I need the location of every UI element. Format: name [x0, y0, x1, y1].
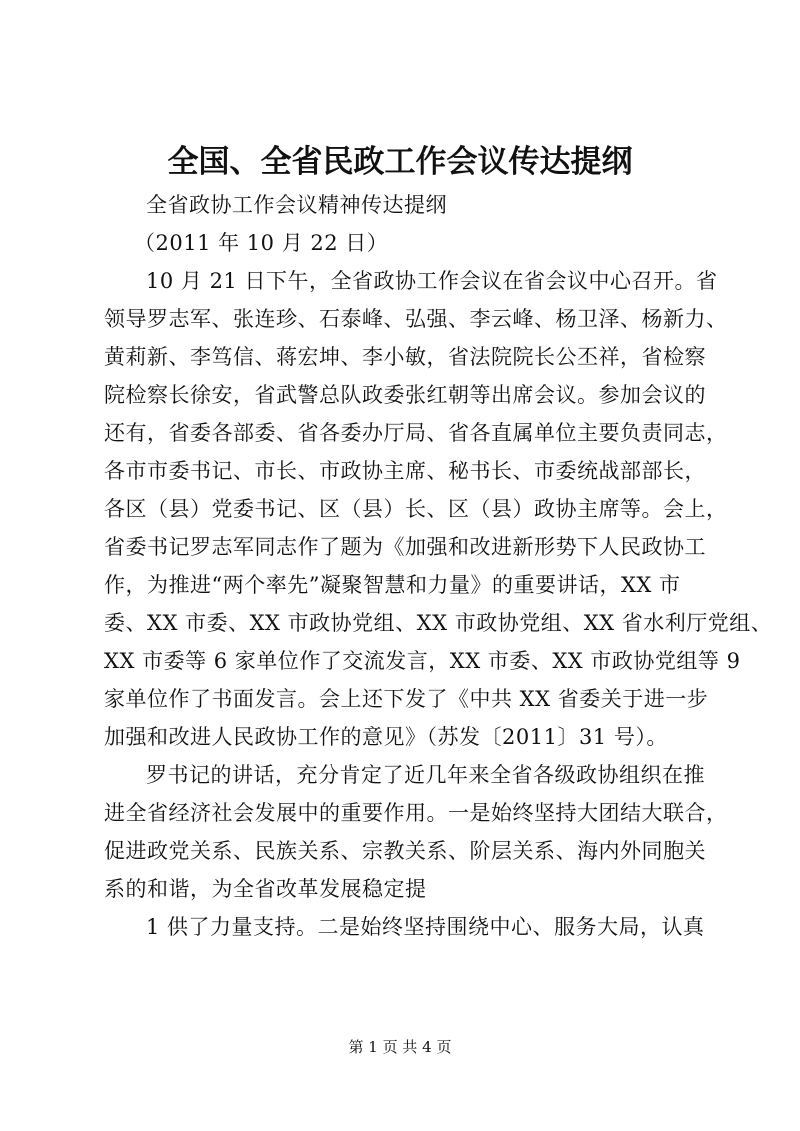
page-footer: 第 1 页 共 4 页 [348, 1038, 452, 1056]
document-title: 全国、全省民政工作会议传达提纲 [167, 144, 633, 180]
paragraph-line: 院检察长徐安，省武警总队政委张红朝等出席会议。参加会议的 [104, 383, 706, 407]
paragraph-line: 还有，省委各部委、省各委办厅局、省各直属单位主要负责同志， [104, 421, 728, 445]
paragraph-line: 进全省经济社会发展中的重要作用。一是始终坚持大团结大联合， [104, 801, 728, 825]
paragraph-line: 各市市委书记、市长、市政协主席、秘书长、市委统战部部长， [104, 459, 706, 483]
paragraph-line: 1 供了力量支持。二是始终坚持围绕中心、服务大局，认真 [146, 915, 705, 939]
paragraph-line: 家单位作了书面发言。会上还下发了《中共 XX 省委关于进一步 [104, 687, 709, 711]
paragraph-line: 10 月 21 日下午，全省政协工作会议在省会议中心召开。省 [146, 269, 718, 293]
date-line: （2011 年 10 月 22 日） [134, 231, 389, 255]
paragraph-line: 委、XX 市委、XX 市政协党组、XX 市政协党组、XX 省水利厅党组、 [104, 611, 773, 635]
document-body [104, 186, 773, 946]
paragraph-line: 黄莉新、李笃信、蒋宏坤、李小敏，省法院院长公丕祥，省检察 [104, 345, 706, 369]
paragraph-line: 作，为推进“两个率先”凝聚智慧和力量》的重要讲话，XX 市 [104, 573, 681, 597]
paragraph-line: 罗书记的讲话，充分肯定了近几年来全省各级政协组织在推 [146, 763, 705, 787]
paragraph-line: 促进政党关系、民族关系、宗教关系、阶层关系、海内外同胞关 [104, 839, 706, 863]
paragraph-line: 加强和改进人民政协工作的意见》（苏发〔2011〕31 号）。 [104, 725, 668, 749]
paragraph-line: 系的和谐，为全省改革发展稳定提 [104, 877, 427, 901]
paragraph-line: 各区（县）党委书记、区（县）长、区（县）政协主席等。会上， [104, 497, 728, 521]
paragraph-line: 省委书记罗志军同志作了题为《加强和改进新形势下人民政协工 [104, 535, 706, 559]
subtitle: 全省政协工作会议精神传达提纲 [146, 193, 447, 217]
paragraph-line: 领导罗志军、张连珍、石泰峰、弘强、李云峰、杨卫泽、杨新力、 [104, 307, 728, 331]
paragraph-line: XX 市委等 6 家单位作了交流发言，XX 市委、XX 市政协党组等 9 [104, 649, 741, 673]
